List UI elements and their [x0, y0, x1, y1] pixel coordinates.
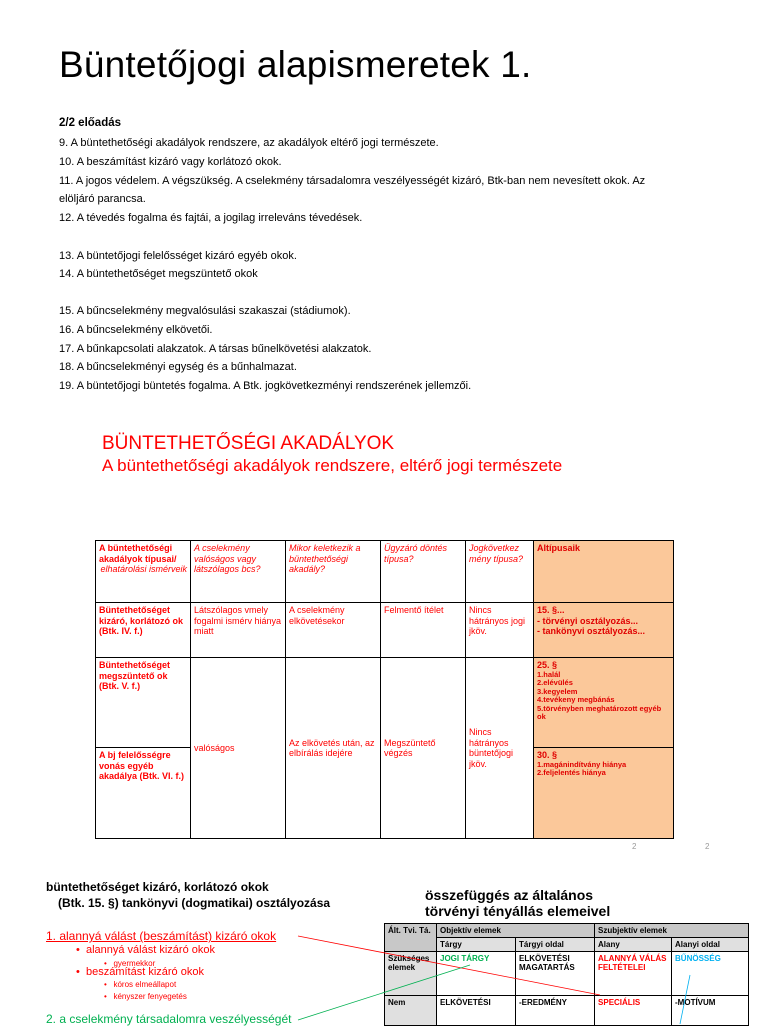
table-header-cell: Alany: [595, 938, 672, 952]
table-cell: Felmentő ítélet: [381, 603, 466, 658]
table-cell: Látszólagos vmely fogalmi ismérv hiánya miatt: [191, 603, 286, 658]
table-cell: Büntethetőséget kizáró, korlátozó ok (Btk. IV. f.): [96, 603, 191, 658]
table-header-cell: Jogkövetkez mény típusa?: [466, 541, 534, 603]
table-cell: A cselekmény elkövetésekor: [286, 603, 381, 658]
connector-line-green: [298, 965, 470, 1020]
table-header-cell: Ügyzáró döntés típusa?: [381, 541, 466, 603]
table-cell: ELKÖVETÉSI MAGATARTÁS: [516, 952, 595, 996]
table-cell: Megszüntető végzés: [381, 658, 466, 839]
page-number: 2: [705, 842, 710, 851]
section2-title: büntethetőséget kizáró, korlátozó okok: [46, 880, 269, 894]
table-cell: ELKÖVETÉSI: [437, 996, 516, 1026]
topic-line: 12. A tévedés fogalma és fajtái, a jogilag irreleváns tévedések.: [59, 212, 363, 224]
list-item-text: alannyá válást kizáró okok: [85, 944, 215, 956]
table-cell: Nincs hátrányos jogi jköv.: [466, 603, 534, 658]
page-title: Büntetőjogi alapismeretek 1.: [59, 44, 532, 85]
connector-line-blue: [680, 975, 690, 1024]
topic-line: 19. A büntetőjogi büntetés fogalma. A Btk. jogkövetkezményi rendszerének jellemzői.: [59, 380, 472, 392]
table-header-cell: A cselekmény valóságos vagy látszólagos bcs?: [191, 541, 286, 603]
table-cell: ALANNYÁ VÁLÁS FELTÉTELEI: [595, 952, 672, 996]
table-cell: BŰNÖSSÉG: [672, 952, 749, 996]
relation-title-line: törvényi tényállás elemeivel: [425, 903, 611, 919]
table-cell: Szükséges elemek: [385, 952, 437, 996]
lecture-subtitle: 2/2 előadás: [59, 117, 122, 129]
topic-line: elöljáró parancsa.: [59, 193, 146, 205]
list-item: 2. a cselekmény társadalomra veszélyességét: [46, 1012, 292, 1026]
cell-text: 2.elévülés: [537, 678, 573, 687]
topic-line: 14. A büntethetőséget megszüntető okok: [59, 268, 258, 280]
table-header-cell: Objektív elemek: [437, 924, 595, 938]
table-cell: -EREDMÉNY: [516, 996, 595, 1026]
table-header-cell: Ált. Tvi. Tá.: [385, 924, 437, 952]
section-subheading: A büntethetőségi akadályok rendszere, eltérő jogi természete: [102, 456, 563, 475]
list-item-text: gyermekkor: [113, 959, 156, 968]
topic-line: 9. A büntethetőségi akadályok rendszere, az akadályok eltérő jogi természete.: [59, 137, 439, 149]
table-header-cell: Alanyi oldal: [672, 938, 749, 952]
topic-line: 10. A beszámítást kizáró vagy korlátozó okok.: [59, 156, 282, 168]
header-text: A büntethetőségi akadályok típusai/: [99, 543, 177, 564]
list-item: 1. alannyá válást (beszámítást) kizáró okok: [46, 929, 277, 943]
relation-title-line: összefüggés az általános: [425, 887, 594, 903]
table-header-cell: Tárgyi oldal: [516, 938, 595, 952]
table-header-cell: Mikor keletkezik a büntethetőségi akadály?: [286, 541, 381, 603]
table-cell: A bj felelősségre vonás egyéb akadálya (Btk. VI. f.): [96, 748, 191, 839]
cell-text: 2.feljelentés hiánya: [537, 768, 606, 777]
table-header-cell: Tárgy: [437, 938, 516, 952]
cell-text: 30. §: [537, 750, 558, 760]
cell-text: - tankönyvi osztályozás...: [537, 626, 646, 636]
section2-subtitle: (Btk. 15. §) tankönyvi (dogmatikai) osztályozása: [58, 896, 331, 910]
list-item-text: kóros elmeállapot: [113, 980, 177, 989]
topic-line: 13. A büntetőjogi felelősséget kizáró egyéb okok.: [59, 250, 297, 262]
topic-line: 16. A bűncselekmény elkövetői.: [59, 324, 213, 336]
table-cell: SPECIÁLIS: [595, 996, 672, 1026]
section-heading: BÜNTETHETŐSÉGI AKADÁLYOK: [102, 433, 395, 454]
list-item-text: kényszer fenyegetés: [113, 992, 187, 1001]
list-item-text: beszámítást kizáró okok: [85, 966, 204, 978]
topic-line: 17. A bűnkapcsolati alakzatok. A társas bűnelkövetési alakzatok.: [59, 343, 372, 355]
list-item: • kóros elmeállapot: [104, 980, 177, 989]
table-cell: Büntethetőséget megszüntető ok (Btk. V. f.): [96, 658, 191, 748]
table-header-cell: Altípusaik: [534, 541, 674, 603]
topic-line: 11. A jogos védelem. A végszükség. A cselekmény társadalomra veszélyességét kizáró, Btk-ban nem nevesített okok. Az: [59, 175, 646, 187]
cell-text: 25. §: [537, 660, 558, 670]
table-cell: Az elkövetés után, az elbírálás idejére: [286, 658, 381, 839]
list-item: • beszámítást kizáró okok: [76, 966, 204, 978]
table-cell: -MOTÍVUM: [672, 996, 749, 1026]
cell-text: 1.halál: [537, 669, 561, 679]
cell-text: 5.törvényben meghatározott egyéb ok: [537, 703, 662, 721]
topic-line: 15. A bűncselekmény megvalósulási szakaszai (stádiumok).: [59, 305, 351, 317]
cell-text: 4.tevékeny megbánás: [537, 695, 615, 704]
page-number: 2: [632, 842, 637, 851]
cell-text: - törvényi osztályozás...: [537, 615, 639, 626]
table-header-cell: Szubjektív elemek: [595, 924, 749, 938]
list-item: • kényszer fenyegetés: [104, 992, 187, 1001]
table-cell: valóságos: [191, 658, 286, 839]
table-cell: JOGI TÁRGY: [437, 952, 516, 996]
list-item: • alannyá válást kizáró okok: [76, 944, 215, 956]
cell-text: 15. §...: [537, 605, 565, 615]
table-cell: Nem: [385, 996, 437, 1026]
table-cell: Nincs hátrányos büntetőjogi jköv.: [466, 658, 534, 839]
cell-text: 1.magánindítvány hiánya: [537, 759, 627, 769]
connector-line-red: [298, 936, 600, 995]
header-text: elhatárolási ismérveik: [100, 564, 187, 574]
topic-line: 18. A bűncselekményi egység és a bűnhalmazat.: [59, 361, 297, 373]
cell-text: 3.kegyelem: [537, 686, 578, 696]
list-item: • gyermekkor: [104, 959, 156, 968]
